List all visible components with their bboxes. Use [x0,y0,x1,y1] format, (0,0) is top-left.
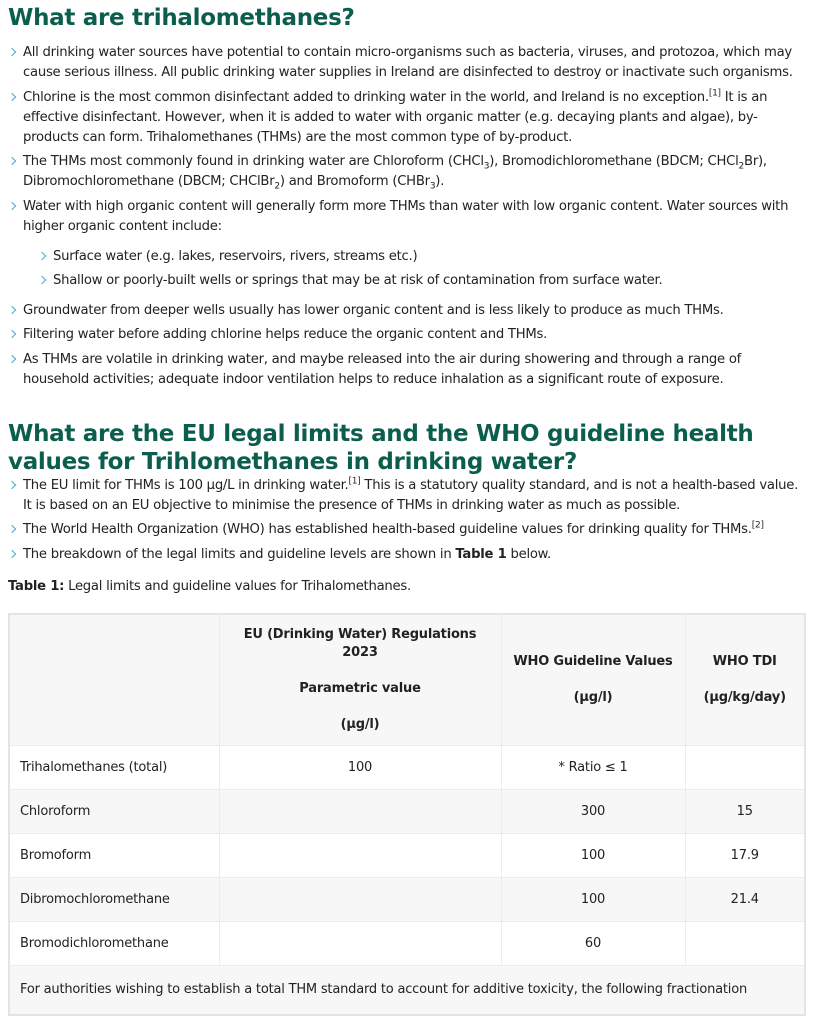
sub-bullet-item: Surface water (e.g. lakes, reservoirs, rivers, streams etc.) [38,247,806,267]
bullet-item: As THMs are volatile in drinking water, and maybe released into the air during showering and through a range of household activities; adequate indoor ventilation helps to reduce inhalation as a significant route of exposure. [8,350,806,390]
sub-bullet-list [38,247,806,291]
header-who-tdi: WHO TDI (µg/kg/day) [685,614,805,746]
limits-table [8,613,806,1016]
table-note: For authorities wishing to establish a total THM standard to account for additive toxicity, the following fractionation [9,965,805,1015]
table-note-row [9,965,805,1015]
bullet-item: Chlorine is the most common disinfectant added to drinking water in the world, and Ireland is no exception.[1] It is an effective disinfectant. However, when it is added to water with organic matter (e.g. decaying plants and algae), by-products can form. Trihalomethanes (THMs) are the most common type of by-product. [8,88,806,148]
bullet-item: Water with high organic content will generally form more THMs than water with low organic content. Water sources with higher organic content include: Surface water (e.g. lakes, reservoirs, rivers, streams etc.) Shallow or poorly-built wells or springs that may be at risk of contamination from surface water. [8,197,806,291]
bullet-item: The breakdown of the legal limits and guideline levels are shown in Table 1 below. [8,545,806,565]
sub-bullet-item: Shallow or poorly-built wells or springs that may be at risk of contamination from surface water. [38,271,806,291]
limits-bullet-list [8,476,806,565]
bullet-item: The THMs most commonly found in drinking water are Chloroform (CHCl$_3$), Bromodichloromethane (BDCM; CHCl$_2$Br), Dibromochloromethane (DBCM; CHClBr$_2$) and Bromoform (CHBr$_3$). [8,152,806,192]
table-row: Dibromochloromethane 100 21.4 [9,877,805,921]
bullet-item: All drinking water sources have potential to contain micro-organisms such as bacteria, viruses, and protozoa, which may cause serious illness. All public drinking water supplies in Ireland are disinfected to destroy or inactivate such organisms. [8,43,806,83]
reference-link[interactable]: [1] [348,476,361,487]
table-caption: Table 1: Legal limits and guideline values for Trihalomethanes. [8,578,411,594]
header-empty [9,614,219,746]
bullet-item: Groundwater from deeper wells usually has lower organic content and is less likely to produce as much THMs. [8,301,806,321]
table-row: Trihalomethanes (total) 100 * Ratio ≤ 1 [9,745,805,789]
bullet-item: The World Health Organization (WHO) has established health-based guideline values for drinking quality for THMs.[2] [8,520,806,540]
table-row: Bromoform 100 17.9 [9,833,805,877]
reference-link[interactable]: [2] [751,520,764,531]
section-heading-trihalomethanes: What are trihalomethanes? [8,5,355,31]
header-eu-regulations: EU (Drinking Water) Regulations 2023 Parametric value (µg/l) [219,614,501,746]
header-who-guideline: WHO Guideline Values (µg/l) [501,614,685,746]
table-row: Bromodichloromethane 60 [9,921,805,965]
bullet-item: The EU limit for THMs is 100 µg/L in drinking water.[1] This is a statutory quality standard, and is not a health-based value. It is based on an EU objective to minimise the presence of THMs in drinking water as much as possible. [8,476,806,516]
trihalomethanes-bullet-list [8,43,806,390]
reference-link[interactable]: [1] [708,88,721,99]
bullet-item: Filtering water before adding chlorine helps reduce the organic content and THMs. [8,325,806,345]
table-row: Chloroform 300 15 [9,789,805,833]
section-heading-limits: What are the EU legal limits and the WHO guideline health values for Trihlomethanes in drinking water? [8,420,754,475]
table-header-row [9,614,805,746]
